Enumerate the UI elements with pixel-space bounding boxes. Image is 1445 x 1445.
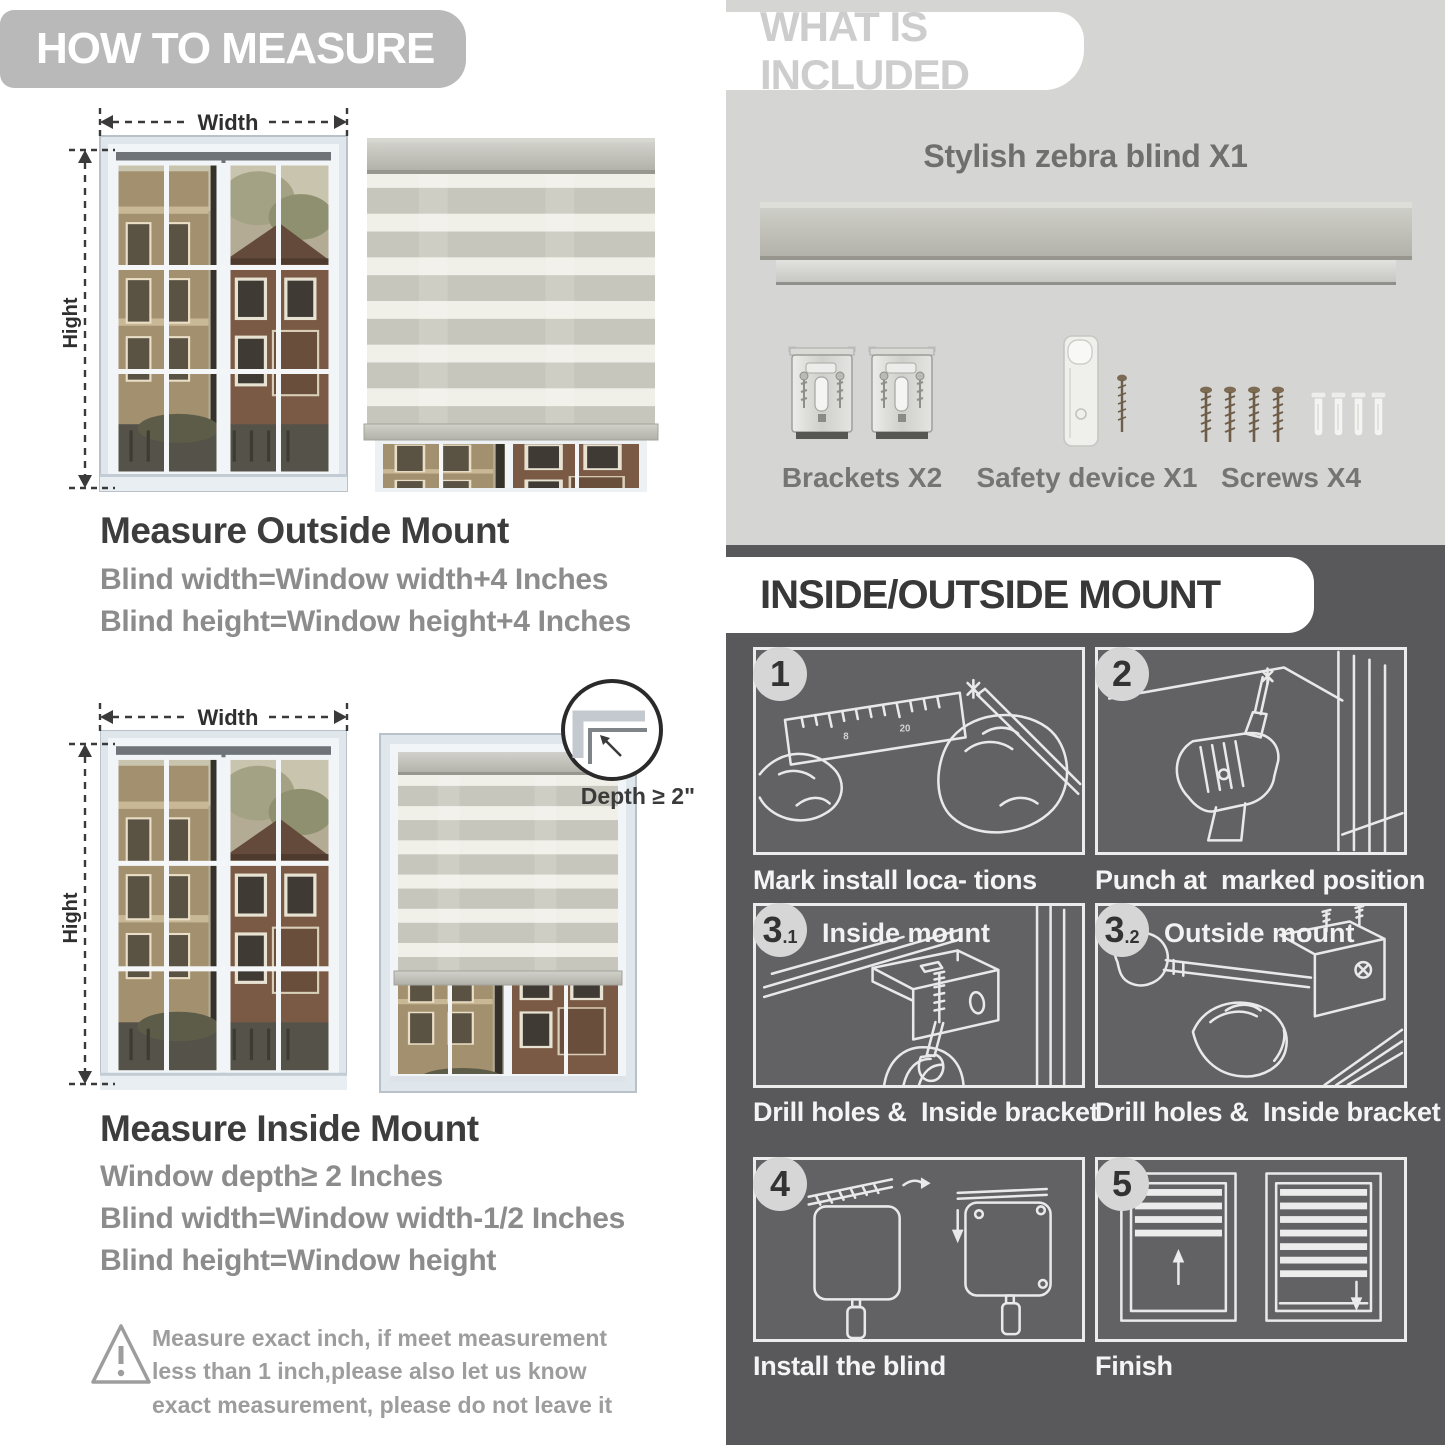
step-badge-3-2: 3 .2	[1095, 903, 1149, 957]
inside-mount-title: Measure Inside Mount	[100, 1108, 479, 1149]
blind-item-label: Stylish zebra blind X1	[923, 138, 1248, 174]
width-label: Width	[197, 705, 259, 730]
zebra-blind-headrail-image	[760, 198, 1412, 290]
width-label: Width	[197, 110, 259, 135]
step-caption-1: Mark install loca- tions	[753, 865, 1037, 895]
safety-device-image	[1056, 334, 1152, 450]
depth-magnifier	[563, 681, 661, 779]
height-label: Hight	[60, 297, 82, 349]
screws-image	[1196, 386, 1406, 448]
outside-mount-figure	[55, 98, 660, 498]
inside-mount-figure	[55, 672, 715, 1097]
outside-width-formula: Blind width=Window width+4 Inches	[100, 563, 609, 596]
height-label: Hight	[60, 892, 82, 944]
ruler-mark-20: 20	[899, 723, 911, 735]
how-to-measure-title: HOW TO MEASURE	[36, 24, 435, 73]
step-badge-2: 2	[1095, 647, 1149, 701]
step-badge-3-1: 3 .1	[753, 903, 807, 957]
step-panel-2	[1095, 647, 1407, 855]
what-is-included-banner	[726, 3, 1084, 98]
safety-device-label: Safety device X1	[976, 462, 1198, 493]
outside-mount-label: Outside mount	[1164, 918, 1355, 948]
what-is-included-title: WHAT IS INCLUDED	[760, 3, 969, 98]
brackets-label: Brackets X2	[781, 462, 943, 493]
inside-mount-label: Inside mount	[822, 918, 990, 948]
step-badge-4: 4	[753, 1157, 807, 1211]
measure-warning-text: Measure exact inch, if meet measurement less than 1 inch,please also let us know exact measurement, please do not leave it	[152, 1325, 613, 1418]
step-panel-1	[753, 647, 1085, 855]
step-caption-3-2: Drill holes & Inside bracket	[1095, 1097, 1441, 1127]
depth-label: Depth ≥ 2"	[580, 783, 695, 809]
included-section	[726, 0, 1445, 545]
step-badge-5: 5	[1095, 1157, 1149, 1211]
window-illustration	[100, 730, 347, 1090]
inside-height-formula: Blind height=Window height	[100, 1244, 497, 1277]
step-panel-4	[753, 1157, 1085, 1342]
inside-width-formula: Blind width=Window width-1/2 Inches	[100, 1202, 626, 1235]
inside-depth-formula: Window depth≥ 2 Inches	[100, 1160, 443, 1193]
exclamation-triangle-icon	[90, 1320, 152, 1390]
step-badge-1: 1	[753, 647, 807, 701]
mount-title: INSIDE/OUTSIDE MOUNT	[760, 572, 1221, 617]
step-panel-3-2	[1095, 903, 1407, 1088]
step-panel-3-1	[753, 903, 1085, 1088]
mount-banner	[726, 557, 1314, 633]
step-panel-5	[1095, 1157, 1407, 1342]
outside-mount-title: Measure Outside Mount	[100, 510, 509, 551]
brackets-image	[788, 346, 936, 444]
how-to-measure-banner	[0, 10, 466, 88]
ruler-mark-8: 8	[843, 731, 849, 743]
screws-label: Screws X4	[1220, 462, 1362, 493]
window-illustration	[100, 136, 347, 491]
step-caption-5: Finish	[1095, 1351, 1173, 1381]
step-caption-3-1: Drill holes & Inside bracket	[753, 1097, 1099, 1127]
mount-section	[726, 545, 1445, 1445]
zebra-blind-outside	[364, 138, 658, 498]
step-caption-4: Install the blind	[753, 1351, 946, 1381]
step-caption-2: Punch at marked position	[1095, 865, 1426, 895]
outside-height-formula: Blind height=Window height+4 Inches	[100, 605, 631, 638]
